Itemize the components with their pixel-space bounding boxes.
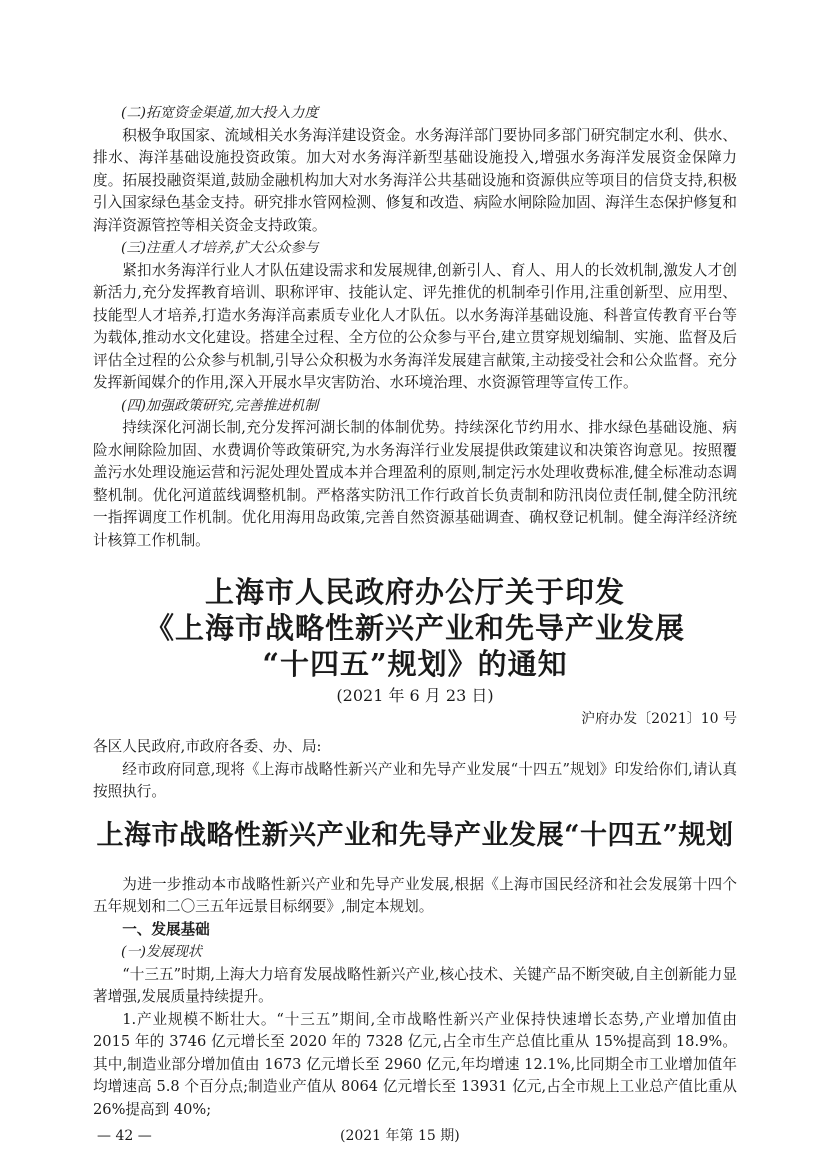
plan-title: 上海市战略性新兴产业和先导产业发展“十四五”规划 bbox=[96, 819, 734, 851]
notice-body bbox=[93, 736, 737, 804]
subheading-funding: (二)拓宽资金渠道,加大投入力度 bbox=[121, 105, 319, 121]
page-footer bbox=[93, 1125, 737, 1147]
subheading-policy-research: (四)加强政策研究,完善推进机制 bbox=[121, 397, 319, 414]
paragraph-talent: 紧扣水务海洋行业人才队伍建设需求和发展规律,创新引人、育人、用人的长效机制,激发人才创新活力,充分发挥教育培训、职称评审、技能认定、评先推优的机制牵引作用,注重创新型、应用型、技能型人才培养,打造水务海洋高素质专业化人才队伍。以水务海洋基础设施、科普宣传教育平台等为载体,推动水文化建设。搭建全过程、全方位的公众参与平台,建立贯穿规划编制、实施、监督及后评估全过程的公众参与机制,引导公众积极为水务海洋发展建言献策,主动接受社会和公众监督。充分发挥新闻媒介的作用,深入开展水旱灾害防治、水环境治理、水资源管理等宣传工作。 bbox=[93, 261, 737, 391]
issue-label: (2021 年第 15 期) bbox=[340, 1128, 460, 1144]
section-heading-foundation: 一、发展基础 bbox=[122, 920, 210, 938]
notice-header bbox=[93, 574, 737, 730]
paragraph-status: “十三五”时期,上海大力培育发展战略性新兴产业,核心技术、关键产品不断突破,自主创新能力显著增强,发展质量持续提升。 bbox=[93, 965, 737, 1005]
subheading-talent: (三)注重人才培养,扩大公众参与 bbox=[121, 240, 319, 256]
notice-title-line-1: 上海市人民政府办公厅关于印发 bbox=[204, 575, 625, 609]
paragraph-scale: 1.产业规模不断壮大。“十三五”期间,全市战略性新兴产业保持快速增长态势,产业增加值由 2015 年的 3746 亿元增长至 2020 年的 7328 亿元,占全市生产总值比重从 15%提高到 18.9%。其中,制造业部分增加值由 1673 亿元增长至 2960 亿元,年均增速 12.1%,比同期全市工业增加值年均增速高 5.8 个百分点;制造业产值从 8064 亿元增长至 13931 亿元,占全市规上工业总产值比重从 26%提高到 40%; bbox=[93, 1010, 737, 1118]
notice-paragraph: 经市政府同意,现将《上海市战略性新兴产业和先导产业发展“十四五”规划》印发给你们,请认真按照执行。 bbox=[93, 760, 737, 800]
notice-title-line-3: “十四五”规划》的通知 bbox=[262, 647, 568, 681]
subheading-status: (一)发展现状 bbox=[121, 944, 202, 960]
notice-title-line-2: 《上海市战略性新兴产业和先导产业发展 bbox=[144, 611, 685, 645]
plan-intro: 为进一步推动本市战略性新兴产业和先导产业发展,根据《上海市国民经济和社会发展第十四个五年规划和二〇三五年远景目标纲要》,制定本规划。 bbox=[93, 875, 737, 915]
policy-section-continued bbox=[93, 102, 737, 552]
paragraph-funding: 积极争取国家、流域相关水务海洋建设资金。水务海洋部门要协同多部门研究制定水利、供水、排水、海洋基础设施投资政策。加大对水务海洋新型基础设施投入,增强水务海洋发展资金保障力度。拓展投融资渠道,鼓励金融机构加大对水务海洋公共基础设施和资源供应等项目的信贷支持,积极引入国家绿色基金支持。研究排水管网检测、修复和改造、病险水闸除险加固、海洋生态保护修复和海洋资源管控等相关资金支持政策。 bbox=[93, 126, 737, 234]
salutation: 各区人民政府,市政府各委、办、局: bbox=[93, 738, 322, 755]
document-number: 沪府办发〔2021〕10 号 bbox=[581, 711, 737, 727]
notice-date: (2021 年 6 月 23 日) bbox=[336, 686, 494, 705]
plan-body bbox=[93, 874, 737, 1122]
page-number: — 42 — bbox=[97, 1128, 152, 1144]
paragraph-policy-research: 持续深化河湖长制,充分发挥河湖长制的体制优势。持续深化节约用水、排水绿色基础设施、病险水闸除险加固、水费调价等政策研究,为水务海洋行业发展提供政策建议和决策咨询意见。按照覆盖污水处理设施运营和污泥处理处置成本并合理盈利的原则,制定污水处理收费标准,健全标准动态调整机制。优化河道蓝线调整机制。严格落实防汛工作行政首长负责制和防汛岗位责任制,健全防汛统一指挥调度工作机制。优化用海用岛政策,完善自然资源基础调查、确权登记机制。健全海洋经济统计核算工作机制。 bbox=[93, 419, 737, 549]
